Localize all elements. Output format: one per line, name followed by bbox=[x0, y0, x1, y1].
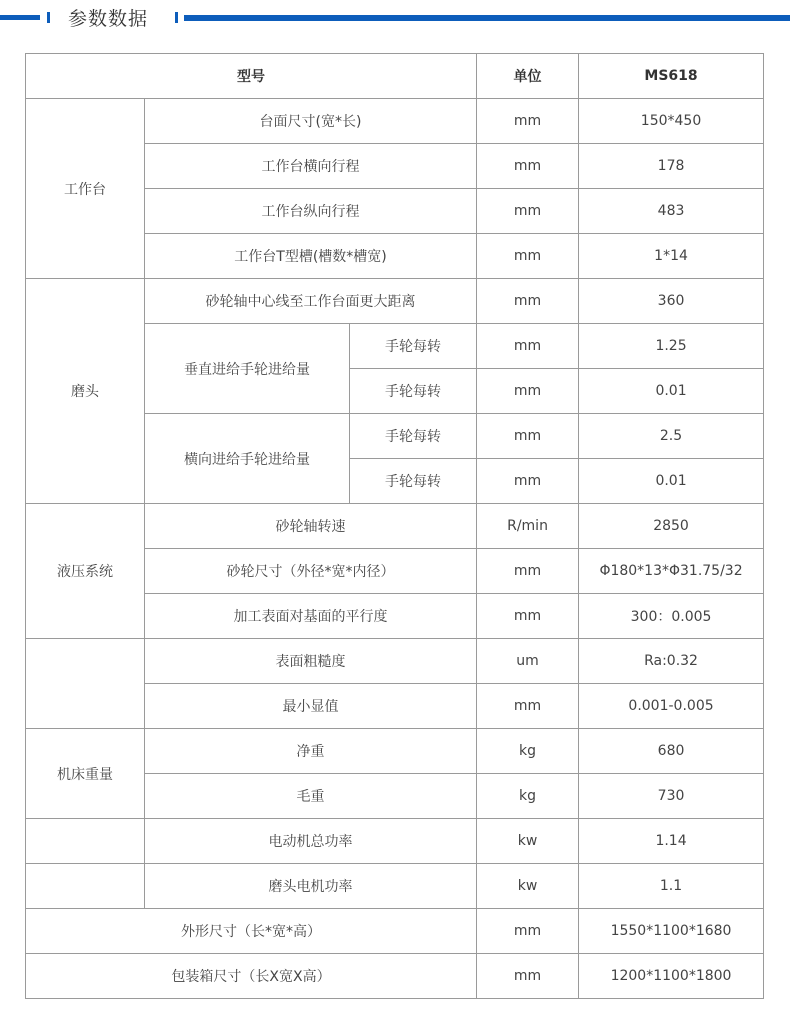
row-unit: mm bbox=[477, 549, 579, 594]
row-item: 工作台横向行程 bbox=[145, 144, 477, 189]
row-unit: mm bbox=[477, 189, 579, 234]
row-value: 178 bbox=[579, 144, 764, 189]
table-row bbox=[26, 99, 764, 144]
row-value: 1200*1100*1800 bbox=[579, 954, 764, 999]
row-value: 680 bbox=[579, 729, 764, 774]
row-value: 1.14 bbox=[579, 819, 764, 864]
row-item: 砂轮轴中心线至工作台面更大距离 bbox=[145, 279, 477, 324]
row-item: 手轮每转 bbox=[350, 414, 477, 459]
row-unit: R/min bbox=[477, 504, 579, 549]
row-value: 1.25 bbox=[579, 324, 764, 369]
group-label-hydraulic: 液压系统 bbox=[26, 504, 145, 639]
header-model: 型号 bbox=[26, 54, 477, 99]
row-value: 2.5 bbox=[579, 414, 764, 459]
row-unit: um bbox=[477, 639, 579, 684]
table-row bbox=[26, 954, 764, 999]
header-left-tick bbox=[47, 12, 50, 23]
header-unit: 单位 bbox=[477, 54, 579, 99]
row-item: 工作台纵向行程 bbox=[145, 189, 477, 234]
row-item: 台面尺寸(宽*长) bbox=[145, 99, 477, 144]
row-value: 730 bbox=[579, 774, 764, 819]
row-item: 净重 bbox=[145, 729, 477, 774]
header-right-tick bbox=[175, 12, 178, 23]
row-unit: kg bbox=[477, 774, 579, 819]
group-label-blank bbox=[26, 639, 145, 729]
group-label-grinding-head: 磨头 bbox=[26, 279, 145, 504]
row-unit: mm bbox=[477, 369, 579, 414]
row-item: 加工表面对基面的平行度 bbox=[145, 594, 477, 639]
row-value: Φ180*13*Φ31.75/32 bbox=[579, 549, 764, 594]
row-unit: kw bbox=[477, 819, 579, 864]
section-title: 参数数据 bbox=[68, 8, 149, 30]
table-row bbox=[26, 639, 764, 684]
spec-table bbox=[25, 53, 764, 999]
row-value: 2850 bbox=[579, 504, 764, 549]
table-row bbox=[26, 909, 764, 954]
row-unit: mm bbox=[477, 99, 579, 144]
row-unit: mm bbox=[477, 324, 579, 369]
row-value: 360 bbox=[579, 279, 764, 324]
table-header-row bbox=[26, 54, 764, 99]
row-unit: mm bbox=[477, 909, 579, 954]
row-item: 手轮每转 bbox=[350, 369, 477, 414]
row-unit: kw bbox=[477, 864, 579, 909]
row-item: 磨头电机功率 bbox=[145, 864, 477, 909]
row-unit: mm bbox=[477, 279, 579, 324]
row-item: 砂轮尺寸（外径*宽*内径） bbox=[145, 549, 477, 594]
row-item: 手轮每转 bbox=[350, 459, 477, 504]
header-left-accent-bar bbox=[0, 15, 40, 20]
table-row bbox=[26, 819, 764, 864]
group-label-blank bbox=[26, 864, 145, 909]
row-value: 1.1 bbox=[579, 864, 764, 909]
row-value: 1550*1100*1680 bbox=[579, 909, 764, 954]
row-item: 砂轮轴转速 bbox=[145, 504, 477, 549]
table-row bbox=[26, 504, 764, 549]
row-value: 0.01 bbox=[579, 369, 764, 414]
group-label-worktable: 工作台 bbox=[26, 99, 145, 279]
row-unit: mm bbox=[477, 684, 579, 729]
subgroup-label-cross-feed: 横向进给手轮进给量 bbox=[145, 414, 350, 504]
row-item: 最小显值 bbox=[145, 684, 477, 729]
row-item: 毛重 bbox=[145, 774, 477, 819]
row-unit: mm bbox=[477, 144, 579, 189]
row-value: Ra:0.32 bbox=[579, 639, 764, 684]
row-unit: mm bbox=[477, 954, 579, 999]
row-value: 483 bbox=[579, 189, 764, 234]
table-row bbox=[26, 729, 764, 774]
table-row bbox=[26, 864, 764, 909]
row-item: 外形尺寸（长*宽*高） bbox=[26, 909, 477, 954]
header-right-accent-bar bbox=[184, 15, 790, 21]
row-item: 手轮每转 bbox=[350, 324, 477, 369]
row-value: 1*14 bbox=[579, 234, 764, 279]
row-item: 包装箱尺寸（长X宽X高） bbox=[26, 954, 477, 999]
group-label-blank bbox=[26, 819, 145, 864]
header-value: MS618 bbox=[579, 54, 764, 99]
row-unit: kg bbox=[477, 729, 579, 774]
row-unit: mm bbox=[477, 234, 579, 279]
row-value: 0.001-0.005 bbox=[579, 684, 764, 729]
table-row bbox=[26, 279, 764, 324]
row-unit: mm bbox=[477, 459, 579, 504]
row-item: 电动机总功率 bbox=[145, 819, 477, 864]
row-value: 300：0.005 bbox=[579, 594, 764, 639]
row-value: 150*450 bbox=[579, 99, 764, 144]
row-value: 0.01 bbox=[579, 459, 764, 504]
row-item: 工作台T型槽(槽数*槽宽) bbox=[145, 234, 477, 279]
row-item: 表面粗糙度 bbox=[145, 639, 477, 684]
row-unit: mm bbox=[477, 414, 579, 459]
subgroup-label-vertical-feed: 垂直进给手轮进给量 bbox=[145, 324, 350, 414]
group-label-machine-weight: 机床重量 bbox=[26, 729, 145, 819]
row-unit: mm bbox=[477, 594, 579, 639]
